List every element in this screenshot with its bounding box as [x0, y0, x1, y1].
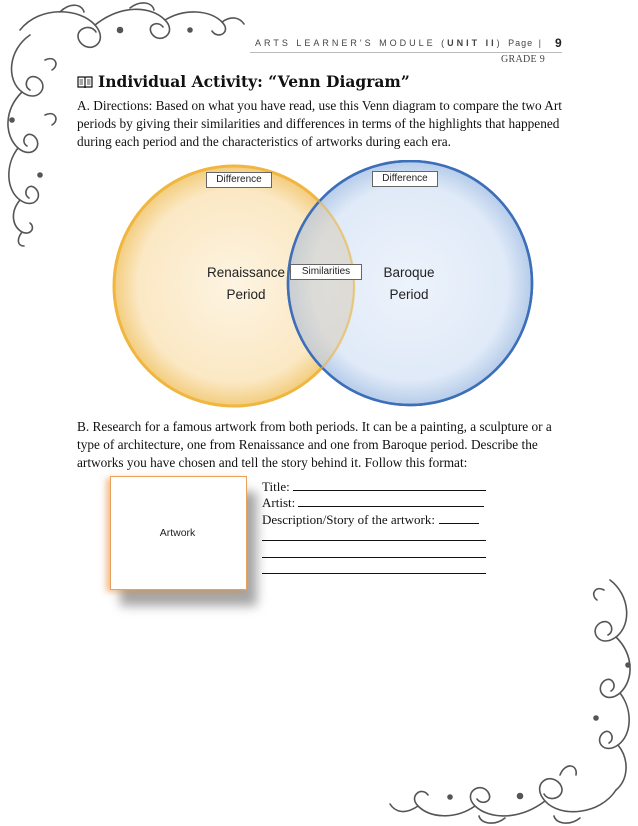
artwork-label: Artwork	[159, 527, 196, 539]
similarities-tag: Similarities	[290, 264, 362, 280]
description-field-label: Description/Story of the artwork:	[262, 512, 435, 527]
right-difference-tag: Difference	[372, 171, 438, 187]
baroque-period-label: Period	[389, 287, 429, 302]
book-icon	[77, 74, 93, 93]
page-word: Page	[508, 38, 534, 48]
page-number: 9	[555, 36, 562, 50]
title-field-label: Title:	[262, 479, 290, 494]
directions-paragraph: A. Directions: Based on what you have read, use this Venn diagram to compare the two Art periods by giving their similarities and differences in terms of the highlights that happened during each period and the characteristics of artworks during each era.	[77, 98, 562, 149]
description-line-3[interactable]	[262, 573, 486, 574]
renaissance-label: Renaissance	[206, 265, 286, 280]
activity-title-text: Individual Activity: “Venn Diagram”	[98, 72, 410, 91]
module-name: ARTS LEARNER'S MODULE (	[255, 38, 448, 48]
unit-close-paren: )	[496, 38, 503, 48]
renaissance-period-label: Period	[226, 287, 266, 302]
venn-diagram	[110, 160, 540, 415]
description-line-1[interactable]	[262, 540, 486, 541]
grade-label: GRADE 9	[501, 54, 546, 65]
title-blank[interactable]	[293, 479, 486, 491]
artist-field	[262, 495, 484, 511]
left-difference-tag: Difference	[206, 172, 272, 188]
description-field	[262, 512, 479, 528]
unit-label: UNIT II	[447, 38, 497, 48]
activity-title	[77, 72, 410, 93]
artist-field-label: Artist:	[262, 495, 296, 510]
artist-blank[interactable]	[298, 495, 484, 507]
module-header	[255, 38, 544, 48]
research-paragraph: B. Research for a famous artwork from both periods. It can be a painting, a sculpture or a type of architecture, one from Renaissance and one from Baroque period. Describe the artworks you have chosen and tell the story behind it. Follow this format:	[77, 419, 552, 470]
page-separator: |	[538, 38, 544, 48]
description-line-2[interactable]	[262, 557, 486, 558]
baroque-label: Baroque	[383, 265, 435, 280]
header-rule	[250, 52, 562, 53]
description-blank[interactable]	[439, 512, 479, 524]
title-field	[262, 479, 486, 495]
